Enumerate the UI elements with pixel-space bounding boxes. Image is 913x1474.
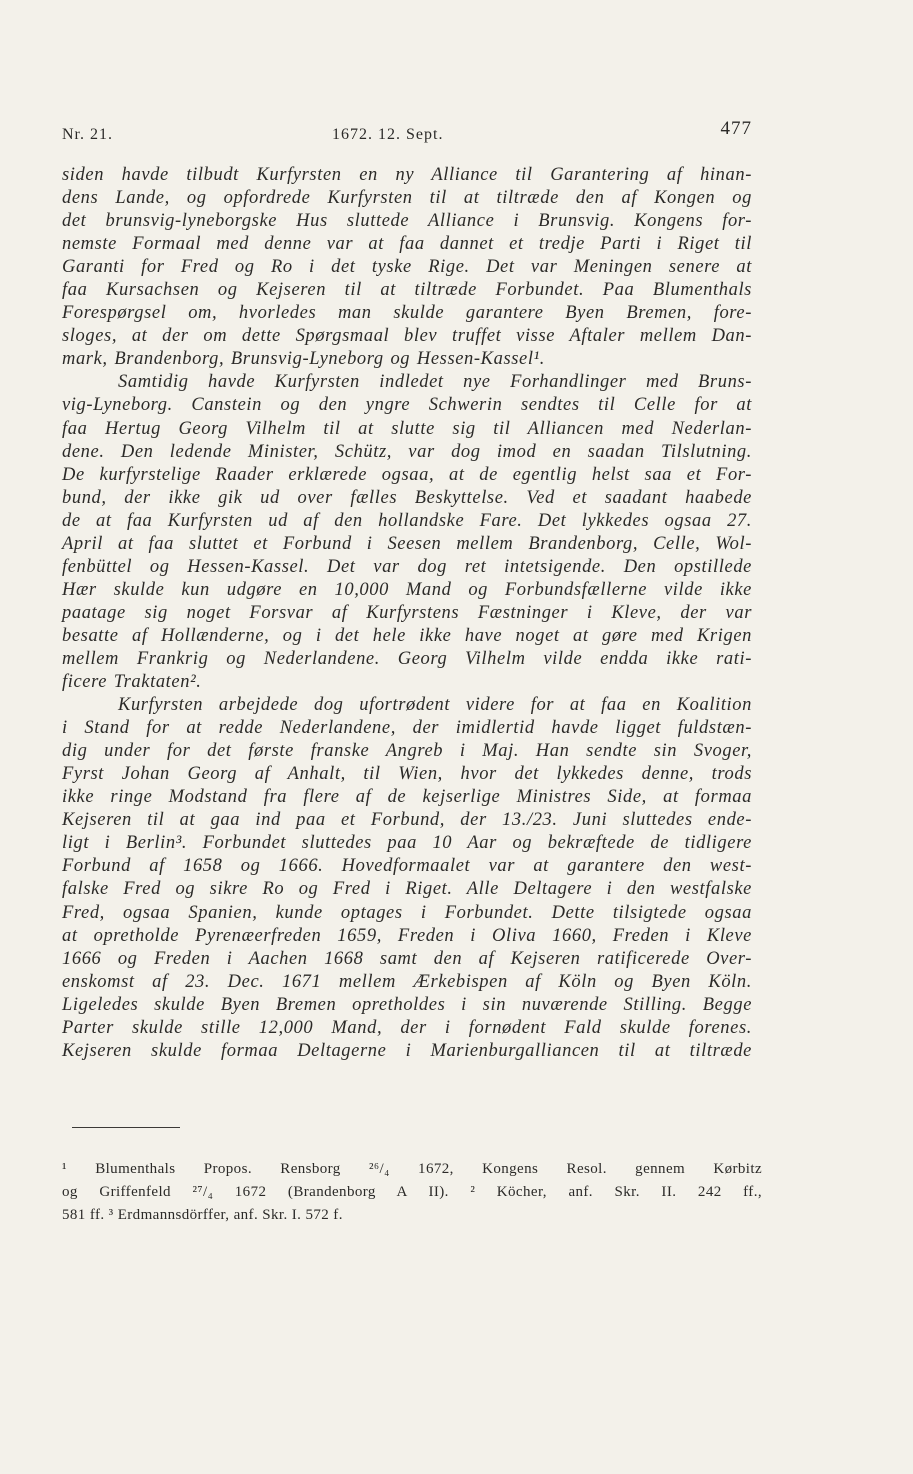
- text-line: ikke ringe Modstand fra flere af de kejserlige Ministres Side, at formaa: [62, 787, 752, 808]
- text-line: Kurfyrsten arbejdede dog ufortrødent videre for at faa en Koalition: [118, 695, 752, 716]
- text-line: Kejseren skulde formaa Deltagerne i Marienburgalliancen til at tiltræde: [62, 1040, 752, 1061]
- text-line: Fyrst Johan Georg af Anhalt, til Wien, hvor det lykkedes denne, trods: [62, 764, 752, 785]
- body-text: [62, 164, 752, 1063]
- text-line: i Stand for at redde Nederlandene, der imidlertid havde ligget fuldstæn-: [62, 718, 752, 739]
- text-line: paatage sig noget Forsvar af Kurfyrstens Fæstninger i Kleve, der var: [62, 602, 752, 623]
- text-line: Ligeledes skulde Byen Bremen opretholdes i sin nuværende Stilling. Begge: [62, 994, 752, 1015]
- text-line: ligt i Berlin³. Forbundet sluttedes paa 10 Aar og bekræftede de tidligere: [62, 833, 752, 854]
- text-line: mark, Brandenborg, Brunsvig-Lyneborg og Hessen-Kassel¹.: [62, 349, 545, 370]
- text-line: Samtidig havde Kurfyrsten indledet nye Forhandlinger med Bruns-: [118, 372, 752, 393]
- text-line: nemste Formaal med denne var at faa dannet et tredje Parti i Riget til: [62, 234, 752, 255]
- text-line: fenbüttel og Hessen-Kassel. Det var dog ret intetsigende. Den opstillede: [62, 556, 752, 577]
- text-line: de at faa Kurfyrsten ud af den hollandske Fare. Det lykkedes ogsaa 27.: [62, 510, 752, 531]
- page-header: [62, 118, 752, 148]
- text-line: Parter skulde stille 12,000 Mand, der i fornødent Fald skulde forenes.: [62, 1017, 752, 1038]
- text-line: dens Lande, og opfordrede Kurfyrsten til at tiltræde den af Kongen og: [62, 188, 752, 209]
- footnote-line: 581 ff. ³ Erdmannsdörffer, anf. Skr. I. 572 f.: [62, 1207, 343, 1223]
- text-line: Kejseren til at gaa ind paa et Forbund, der 13./23. Juni sluttedes ende-: [62, 810, 752, 831]
- text-line: 1666 og Freden i Aachen 1668 samt den af Kejseren ratificerede Over-: [62, 948, 752, 969]
- text-line: April at faa sluttet et Forbund i Seesen mellem Brandenborg, Celle, Wol-: [62, 533, 752, 554]
- text-line: sloges, at der om dette Spørgsmaal blev truffet visse Aftaler mellem Dan-: [62, 326, 752, 347]
- text-line: bund, der ikke gik ud over fælles Beskyttelse. Ved et saadant haabede: [62, 487, 752, 508]
- text-line: Hær skulde kun udgøre en 10,000 Mand og Forbundsfællerne vilde ikke: [62, 579, 752, 600]
- text-line: enskomst af 23. Dec. 1671 mellem Ærkebispen af Köln og Byen Köln.: [62, 971, 752, 992]
- text-line: vig-Lyneborg. Canstein og den yngre Schwerin sendtes til Celle for at: [62, 395, 752, 416]
- text-line: Forbund af 1658 og 1666. Hovedformaalet var at garantere den west-: [62, 856, 752, 877]
- text-line: Forespørgsel om, hvorledes man skulde garantere Byen Bremen, fore-: [62, 303, 752, 324]
- document-number: Nr. 21.: [62, 126, 113, 143]
- footnotes: [62, 1158, 762, 1227]
- text-line: det brunsvig-lyneborgske Hus sluttede Alliance i Brunsvig. Kongens for-: [62, 211, 752, 232]
- text-line: at opretholde Pyrenæerfreden 1659, Freden i Oliva 1660, Freden i Kleve: [62, 925, 752, 946]
- text-line: Garanti for Fred og Ro i det tyske Rige. Det var Meningen senere at: [62, 257, 752, 278]
- text-line: besatte af Hollænderne, og i det hele ikke have noget at gøre med Krigen: [62, 625, 752, 646]
- footnote-line: ¹ Blumenthals Propos. Rensborg ²⁶/₄ 1672, Kongens Resol. gennem Kørbitz: [62, 1161, 762, 1177]
- text-line: De kurfyrstelige Raader erklærede ogsaa, at de egentlig helst saa et For-: [62, 464, 752, 485]
- text-line: ficere Traktaten².: [62, 672, 202, 693]
- text-line: Fred, ogsaa Spanien, kunde optages i Forbundet. Dette tilsigtede ogsaa: [62, 902, 752, 923]
- footnote-separator: [72, 1127, 180, 1128]
- text-line: mellem Frankrig og Nederlandene. Georg Vilhelm vilde endda ikke rati-: [62, 648, 752, 669]
- text-line: dig under for det første franske Angreb i Maj. Han sendte sin Svoger,: [62, 741, 752, 762]
- footnote-line: og Griffenfeld ²⁷/₄ 1672 (Brandenborg A II). ² Köcher, anf. Skr. II. 242 ff.,: [62, 1184, 762, 1200]
- page-number: 477: [720, 118, 752, 139]
- text-line: faa Hertug Georg Vilhelm til at slutte sig til Alliancen med Nederlan-: [62, 418, 752, 439]
- text-line: falske Fred og sikre Ro og Fred i Riget. Alle Deltagere i den westfalske: [62, 879, 752, 900]
- text-line: siden havde tilbudt Kurfyrsten en ny Alliance til Garantering af hinan-: [62, 165, 752, 185]
- text-line: faa Kursachsen og Kejseren til at tiltræde Forbundet. Paa Blumenthals: [62, 280, 752, 301]
- text-line: dene. Den ledende Minister, Schütz, var dog imod en saadan Tilslutning.: [62, 441, 752, 462]
- document-date: 1672. 12. Sept.: [332, 126, 444, 143]
